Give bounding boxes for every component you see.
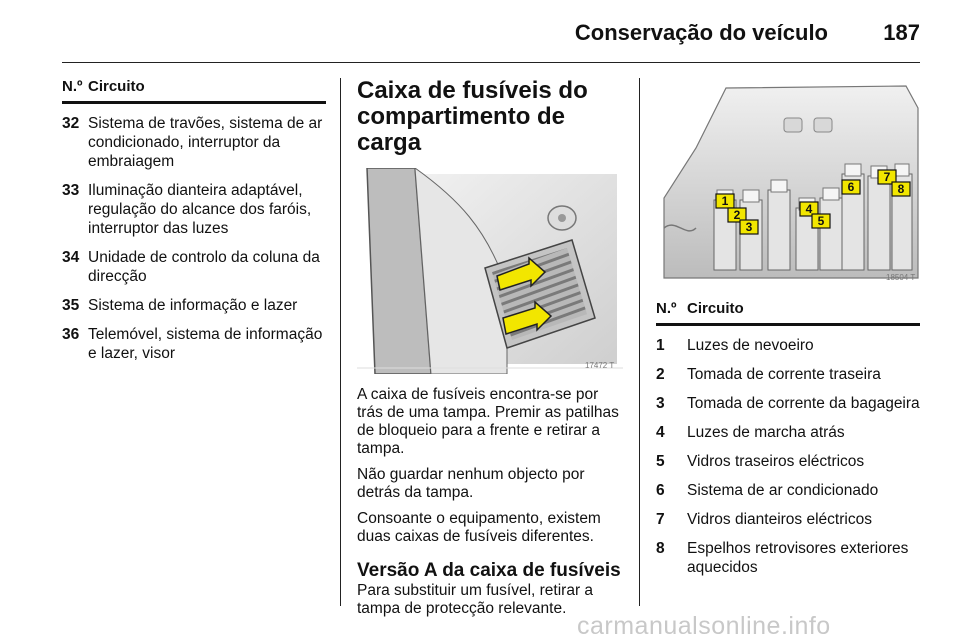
paragraph: Consoante o equipamento, existem duas caixas de fusíveis diferentes. <box>357 510 601 545</box>
fuse-label-5 <box>812 214 830 228</box>
row-num: 6 <box>656 482 665 499</box>
row-text: Luzes de nevoeiro <box>687 337 814 354</box>
fuse-label-1 <box>716 194 734 208</box>
row-num: 4 <box>656 424 665 441</box>
right-table-header <box>656 300 920 326</box>
fuse-label-6 <box>842 180 860 194</box>
page-title: Conservação do veículo <box>574 20 828 45</box>
row-text: Unidade de controlo da coluna da direcção <box>88 249 320 285</box>
fusebox-illustration <box>656 78 920 286</box>
row-text: Espelhos retrovisores exteriores aquecidos <box>687 540 909 576</box>
row-text: Vidros dianteiros eléctricos <box>687 511 872 528</box>
figure-id: 18504 T <box>886 273 916 282</box>
page-number: 187 <box>883 20 920 45</box>
subsection-title: Versão A da caixa de fusíveis <box>357 560 621 581</box>
fuse-label-text: 2 <box>733 208 741 222</box>
table-row <box>62 114 326 171</box>
fusebox-figure <box>656 78 920 286</box>
fuse-label-text: 7 <box>883 170 891 184</box>
col-circuit-header: Circuito <box>687 300 744 317</box>
row-num: 7 <box>656 511 665 528</box>
row-text: Luzes de marcha atrás <box>687 424 845 441</box>
fuse-label-text: 1 <box>721 194 729 208</box>
fuse-label-text: 6 <box>847 180 855 194</box>
figure-id: 17472 T <box>585 361 615 370</box>
col-circuit-header: Circuito <box>88 78 145 95</box>
section-title: Caixa de fusíveis do compartimento de carga <box>357 77 588 156</box>
fuse-label-8 <box>892 182 910 196</box>
fuse-cap <box>845 164 861 176</box>
fuse-label-text: 3 <box>745 220 753 234</box>
cargo-fusebox-illustration <box>357 168 623 374</box>
row-num: 36 <box>62 326 80 343</box>
fuse-cap <box>743 190 759 202</box>
paragraph: A caixa de fusíveis encontra-se por trás de uma tampa. Premir as patilhas de bloqueio para a frente e retirar a tampa. <box>357 386 619 457</box>
watermark: carmanualsonline.info <box>577 612 831 640</box>
table-row <box>656 539 920 577</box>
paragraph: Para substituir um fusível, retirar a tampa de protecção relevante. <box>357 582 594 617</box>
row-num: 33 <box>62 182 80 199</box>
table-row <box>656 452 920 471</box>
table-row <box>62 248 326 286</box>
row-num: 2 <box>656 366 665 383</box>
table-row <box>656 336 920 355</box>
row-num: 5 <box>656 453 665 470</box>
fuse-label-text: 4 <box>805 202 813 216</box>
row-text: Sistema de travões, sistema de ar condicionado, interruptor da embraiagem <box>88 115 323 170</box>
table-row <box>656 481 920 500</box>
row-text: Sistema de informação e lazer <box>88 297 298 314</box>
row-text: Tomada de corrente da bagageira <box>687 395 920 412</box>
fuse-cap <box>771 180 787 192</box>
table-row <box>62 325 326 363</box>
column-divider-left <box>340 78 341 606</box>
table-row <box>656 510 920 529</box>
fuse-cap <box>823 188 839 200</box>
table-row <box>62 181 326 238</box>
row-num: 34 <box>62 249 80 266</box>
row-num: 1 <box>656 337 665 354</box>
fuse-label-text: 8 <box>897 182 905 196</box>
col-num-header: N.º <box>62 78 83 95</box>
fuse-label-3 <box>740 220 758 234</box>
row-text: Iluminação dianteira adaptável, regulação do alcance dos faróis, interruptor das luzes <box>88 182 312 237</box>
row-text: Vidros traseiros eléctricos <box>687 453 865 470</box>
table-row <box>656 423 920 442</box>
table-row <box>656 365 920 384</box>
column-divider-right <box>639 78 640 606</box>
row-text: Sistema de ar condicionado <box>687 482 879 499</box>
fuse-block <box>868 176 890 270</box>
fuse-label-text: 5 <box>817 214 825 228</box>
fuse-block <box>768 190 790 270</box>
row-text: Tomada de corrente traseira <box>687 366 881 383</box>
left-table-header <box>62 78 326 104</box>
middle-column <box>357 78 623 618</box>
left-column <box>62 78 326 363</box>
fuse-cap <box>895 164 909 176</box>
table-row <box>62 296 326 315</box>
row-num: 32 <box>62 115 80 132</box>
cargo-fusebox-figure <box>357 168 623 374</box>
table-row <box>656 394 920 413</box>
row-num: 35 <box>62 297 80 314</box>
row-text: Telemóvel, sistema de informação e lazer, visor <box>88 326 323 362</box>
row-num: 3 <box>656 395 665 412</box>
fuse-block <box>817 198 842 270</box>
row-num: 8 <box>656 540 665 557</box>
col-num-header: N.º <box>656 300 677 317</box>
paragraph: Não guardar nenhum objecto por detrás da tampa. <box>357 466 585 501</box>
right-column <box>656 78 920 577</box>
page-header <box>62 0 920 63</box>
